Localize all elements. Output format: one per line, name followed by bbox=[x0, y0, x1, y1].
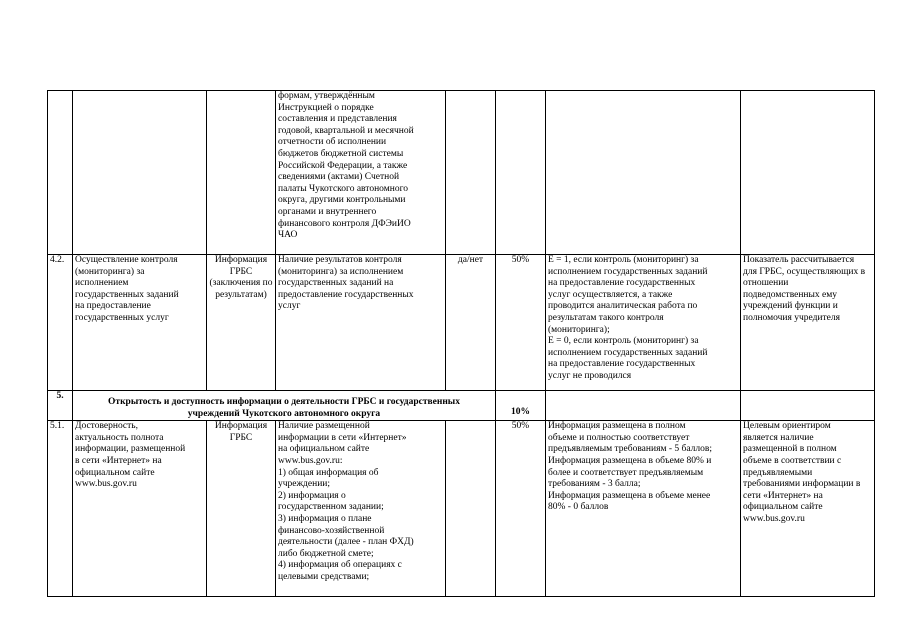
table-row-continued bbox=[48, 91, 875, 255]
section-weight: 10% bbox=[496, 391, 546, 421]
table-row-5-1 bbox=[48, 421, 875, 597]
cell-indicator: Осуществление контроля (мониторинга) за исполнением государственных заданий на предоставление государственных услуг bbox=[73, 255, 207, 391]
cell-unit: да/нет bbox=[446, 255, 496, 391]
cell-indicator: Достоверность, актуальность полнота информации, размещенной в сети «Интернет» на официальном сайте www.bus.gov.ru bbox=[73, 421, 207, 597]
cell-note: Показатель рассчитывается для ГРБС, осуществляющих в отношении подведомственных ему учреждений функции и полномочия учредителя bbox=[741, 255, 875, 391]
cell-formula bbox=[546, 91, 741, 255]
cell-formula: E = 1, если контроль (мониторинг) за исполнением государственных заданий на предоставление государственных услуг осуществляется, а также проводится аналитическая работа по результатам такого контроля (мониторинга); E = 0, если контроль (мониторинг) за исполнением государственных заданий на предоставление государственных услуг не проводился bbox=[546, 255, 741, 391]
indicators-table bbox=[47, 90, 875, 597]
cell-source: Информация ГРБС bbox=[207, 421, 276, 597]
cell-weight bbox=[496, 91, 546, 255]
cell-source: Информация ГРБС (заключения по результатам) bbox=[207, 255, 276, 391]
cell-weight: 50% bbox=[496, 255, 546, 391]
cell-note: Целевым ориентиром является наличие размещенной в полном объеме в соответствии с предъявляемыми требованиями информации в сети «Интернет» на официальном сайте www.bus.gov.ru bbox=[741, 421, 875, 597]
section-title: Открытость и доступность информации о деятельности ГРБС и государственных учреждений Чукотского автономного округа bbox=[73, 391, 496, 421]
cell-description: Наличие размещенной информации в сети «Интернет» на официальном сайте www.bus.gov.ru: 1) общая информация об учреждении; 2) информация о государственном задании; 3) информация о плане финансово-хозяйственной деятельности (далее - план ФХД) либо бюджетной смете; 4) информация об операциях с целевыми средствами; bbox=[276, 421, 446, 597]
cell-description: формам, утверждённым Инструкцией о порядке составления и представления годовой, квартальной и месячной отчетности об исполнении бюджетов бюджетной системы Российской Федерации, а также сведениями (актами) Счетной палаты Чукотского автономного округа, другими контрольными органами и внутреннего финансового контроля ДФЭиИО ЧАО bbox=[276, 91, 446, 255]
cell-formula: Информация размещена в полном объеме и полностью соответствует предъявляемым требованиям - 5 баллов; Информация размещена в объеме 80% и более и соответствует предъявляемым требованиям - 3 балла; Информация размещена в объеме менее 80% - 0 баллов bbox=[546, 421, 741, 597]
cell-number bbox=[48, 91, 73, 255]
cell-unit bbox=[446, 91, 496, 255]
cell-number: 4.2. bbox=[48, 255, 73, 391]
cell-description: Наличие результатов контроля (мониторинга) за исполнением государственных заданий на предоставление государственных услуг bbox=[276, 255, 446, 391]
cell-note bbox=[741, 91, 875, 255]
cell-number: 5.1. bbox=[48, 421, 73, 597]
cell-indicator bbox=[73, 91, 207, 255]
cell-formula bbox=[546, 391, 741, 421]
cell-source bbox=[207, 91, 276, 255]
table-row-4-2 bbox=[48, 255, 875, 391]
section-number: 5. bbox=[48, 391, 73, 421]
cell-unit bbox=[446, 421, 496, 597]
cell-note bbox=[741, 391, 875, 421]
section-header-5 bbox=[48, 391, 875, 421]
cell-weight: 50% bbox=[496, 421, 546, 597]
